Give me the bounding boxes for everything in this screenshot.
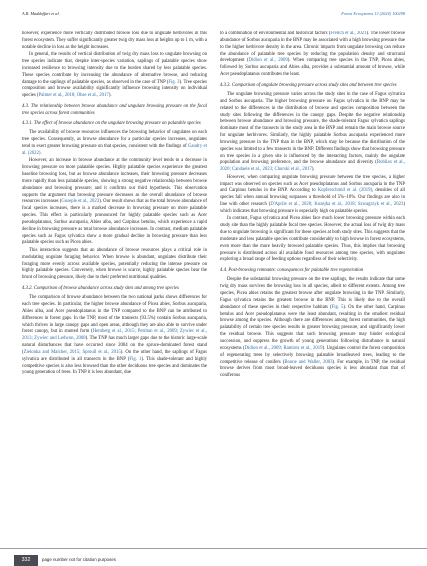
article-body — [22, 31, 405, 543]
citation-link[interactable]: Didion et al., 2009; Ramirez et al., 2019 — [244, 345, 323, 351]
page-footer — [0, 548, 427, 566]
figure-link[interactable]: Fig. 1 — [129, 356, 142, 362]
section-heading: 4.3. The relationship between browse abundance and ungulate browsing pressure on the focal tree species across forest communities — [22, 104, 207, 116]
citation-link[interactable]: Zielonka and Malcher, 2015; Sproull et al., 2015 — [23, 349, 121, 355]
left-column — [22, 31, 207, 543]
header-journal-citation[interactable]: Forest Ecosystems 13 (2024) 100298 — [341, 11, 405, 16]
paragraph: However, an increase in browse abundance at the community level tends to a decrease in browsing pressure on more palatable species. Highly palatable species experience the greatest baseline browsing loss, but as browse abundance increases, their browsing pressure decreases more rapidly than less palatable species, showing a strong negative relationship between browse abundance and browsing pressure; and it confirms our third hypothesis. This observation supports the argument that browsing pressure decreases as the overall abundance of browse resources increases (Guseple et al., 2023). Our result shows that as the total browse abundance of focal species increases, there is a marked decrease in browsing pressure on more palatable species. This effect is particularly pronounced for highly palatable species such as Acer pseudoplatanus, Sorbus aucuparia, Abies alba, and Carpinus betulus, which experience a rapid decline in browsing pressure as total browse abundance increases. In contrast, medium palatable species such as Fagus sylvatica show a more gradual decline in browsing pressure than less palatable species such as Picea abies. — [22, 158, 207, 246]
citation-link[interactable]: Hemberg et al., 2015; Petritan et al., 2009; Zywiec et al., 2013; Zywiec and Ledwon, 2008 — [22, 329, 207, 342]
paragraph: however, experience more vertically distributed browse loss due to ungulate herbivores in this forest ecosystem. They suffer significantly greater twig dry mass loss at heights up to 1 m, with a notable decline in loss as the height increases. — [22, 31, 207, 50]
paragraph: The comparison of browse abundance between the two national parks shows differences for each tree species. In particular, the higher browse abundance of Picea abies, Sorbus aucuparia, Abies alba, and Acer pseudoplatanus in the TNP compared to the BNP can be attributed to differences in forest gaps. In the TNP, most of the transects (93.5%) contain Sorbus aucuparia, which thrives in large canopy gaps and open areas, although they are also able to survive under forest canopy, but in stunted form (Hemberg et al., 2015; Petritan et al., 2009; Zywiec et al., 2013; Zywiec and Ledwon, 2008). The TNP has much larger gaps due to the historic large-scale natural disturbances that have occurred since 2004 on the spruce-dominated forest stand (Zielonka and Malcher, 2015; Sproull et al., 2015). On the other hand, the saplings of Fagus sylvatica are distributed in all transects in the BNP (Fig. 1). This shade-tolerant and highly competitive species is also less browsed than the other deciduous tree species and dominates the young generation of trees. In TNP it is less abundant, due — [22, 295, 207, 376]
citation-link[interactable]: Didion et al., 2009 — [248, 58, 288, 64]
right-column — [220, 31, 405, 543]
subsection-heading: 4.3.2. Comparison of browse abundance across study sites and among tree species — [22, 286, 180, 292]
paragraph: This interaction suggests that an abundance of browse resources plays a critical role in modulating ungulate foraging behavior. When browse is abundant, ungulates distribute their foraging more evenly across available species, potentially reducing the intense pressure on highly palatable species. Conversely, when browse is scarce, highly palatable species bear the brunt of browsing pressure, likely due to their preferred nutritional qualities. — [22, 247, 207, 281]
paragraph: In contrast, Fagus sylvatica and Picea abies face much lower browsing pressure within each study site than the highly palatable focal tree species. However, the actual loss of twig dry mass due to ungulate browsing is significant for these species at both study sites. This suggests that the moderate and less palatable species contribute considerably to high browse in forest ecosystems, even more than the more heavily browsed palatable species. Thus, this implies that browsing pressure is distributed across all available food resources among tree species, with ungulates exploring a broad range of feeding options regardless of their selectivity. — [220, 216, 405, 263]
section-heading: 4.4. Post-browsing remnants: consequences for palatable tree regeneration — [220, 268, 364, 274]
figure-link[interactable]: Fig. 5 — [331, 304, 344, 310]
running-header — [22, 11, 405, 20]
paragraph: The availability of browse resources influences the browsing behavior of ungulates on each tree species. Consequently, as browse abundance for a particular species increases, ungulates tend to exert greater browsing pressure on that species, consistent with the findings of Gaudry et al. (2022). — [22, 130, 207, 156]
subsection-heading: 4.3.3. Comparison of ungulate browsing pressure across study sites and between tree species — [220, 82, 397, 88]
page-number-badge: 332 — [14, 555, 38, 566]
paragraph: Despite the substantial browsing pressure on the tree saplings, the results indicate that some twig dry mass survives the browsing loss in all species, albeit to different extents. Among tree species, Picea abies retains the greatest browse after ungulate browsing in the TNP. Similarly, Fagus sylvatica retains the greatest browse in the BNP. This is likely due to the overall abundance of these species in their respective habitats (Fig. 5). On the other hand, Carpinus betulus and Acer pseudoplatanus were the least abundant, resulting in the smallest residual browse among the species. Although there are differences among forest communities, the high palatability of certain tree species results in greater browsing pressure, and significantly lower the residual browse. This suggests that such browsing pressure may hinder ecological succession, and suppress the growth of young generations following disturbance in natural ecosystems (Didion et al., 2009; Ramirez et al., 2019). Ungulates control the forest composition of regenerating trees by selectively browsing palatable broadleaved trees, leading to the competitive release of conifers (Boone and Waller, 2003). For example, in TNP, the residual browse derives from most broad-leaved deciduous species is less abundant than that of coniferous — [220, 277, 405, 379]
citation-link[interactable]: Palmer et al., 2018; Ohse et al., 2017 — [38, 93, 109, 99]
citation-link[interactable]: D'Aprile et al., 2020; Kozejka et al., 2018; Szwagrzyk et al., 2023 — [270, 202, 404, 208]
citation-link[interactable]: Frelich et al., 2021 — [330, 31, 367, 36]
header-authors: A.R. Maddaffari et al. — [22, 11, 60, 16]
figure-link[interactable]: Fig. 3 — [168, 79, 180, 85]
citation-link[interactable]: Gaudry et al. (2022) — [22, 144, 207, 156]
page-number-note: page number not for citation purposes — [42, 557, 116, 562]
citation-link[interactable]: Kupferschmid et al. (2019) — [317, 188, 373, 194]
citation-link[interactable]: Guseple et al., 2023 — [61, 199, 100, 205]
paragraph: In general, the results of vertical distribution of twig dry mass loss to ungulate browsing on tree species indicate that, despite inter-species variation, saplings of palatable species show increased resilience to browsing intensity due to the burden shared by less palatable species. These species contribute by increasing the abundance of alternative browse, and reducing damage to the saplings of palatable species, as observed in the case of TNP (Fig. 3). Tree species composition and browse availability significantly influence browsing intensity on individual species (Palmer et al., 2018; Ohse et al., 2017). — [22, 52, 207, 99]
paragraph: to a combination of environmental and historical factors (Frelich et al., 2021). The lower browse abundance of Sorbus aucuparia in the BNP may be associated with a high browsing pressure due to the higher herbivore density in the area. Chronic impacts from ungulate browsing can reduce the abundance of palatable tree species by reducing the population density and structural development (Didion et al., 2009). When comparing tree species in the TNP, Picea abies, followed by Sorbus aucuparia and Abies alba, provides a substantial amount of browse, while Acer pseudoplatanus contributes the least. — [220, 31, 405, 78]
citation-link[interactable]: Bobilax et al., 2020; Candaele et al., 2023; Churski et al., 2017 — [220, 160, 405, 173]
paragraph: The ungulate browsing pressure varies across the study sites in the case of Fagus sylvatica and Sorbus aucuparia. The higher browsing pressure on Fagus sylvatica in the BNP may be related to the differences in the distribution of browse and species composition between the study sites following the differences in the canopy gaps. Despite the negative relationship between browse abundance and browsing pressure, the shade-tolerant Fagus sylvatica saplings dominate most of the transects in the study area in the BNP and remain the main browse source for ungulate herbivores. Similarly, the highly palatable Sorbus aucuparia experienced more browsing pressure in the TNP than in the BNP, which may be because the distribution of the species was limited to a few transects in the BNP. Different findings show that browsing pressure on tree species in a given site is influenced by the interacting factors, mainly the ungulate population and browsing preference, and the browse abundance and diversity (Bobilax et al., 2020; Candaele et al., 2023; Churski et al., 2017). — [220, 92, 405, 173]
footer-divider — [0, 548, 427, 549]
subsection-heading: 4.3.1. The effect of browse abundance on the ungulate browsing pressure on palatable species — [22, 121, 201, 127]
citation-link[interactable]: Boone and Waller, 2003 — [284, 359, 333, 365]
paragraph: However, when comparing ungulate browsing pressure between the tree species, a higher impact was observed on species such as Acer pseudoplatanus and Sorbus aucuparia in the TNP and Carpinus betulus in the BNP. According to Kupferschmid et al. (2019), densities of all species fall when annual browsing surpasses a threshold of 5%–10%. Our findings are also in line with other research (D'Aprile et al., 2020; Kozejka et al., 2018; Szwagrzyk et al., 2023) which indicates that browsing pressure is especially high on palatable species. — [220, 174, 405, 214]
